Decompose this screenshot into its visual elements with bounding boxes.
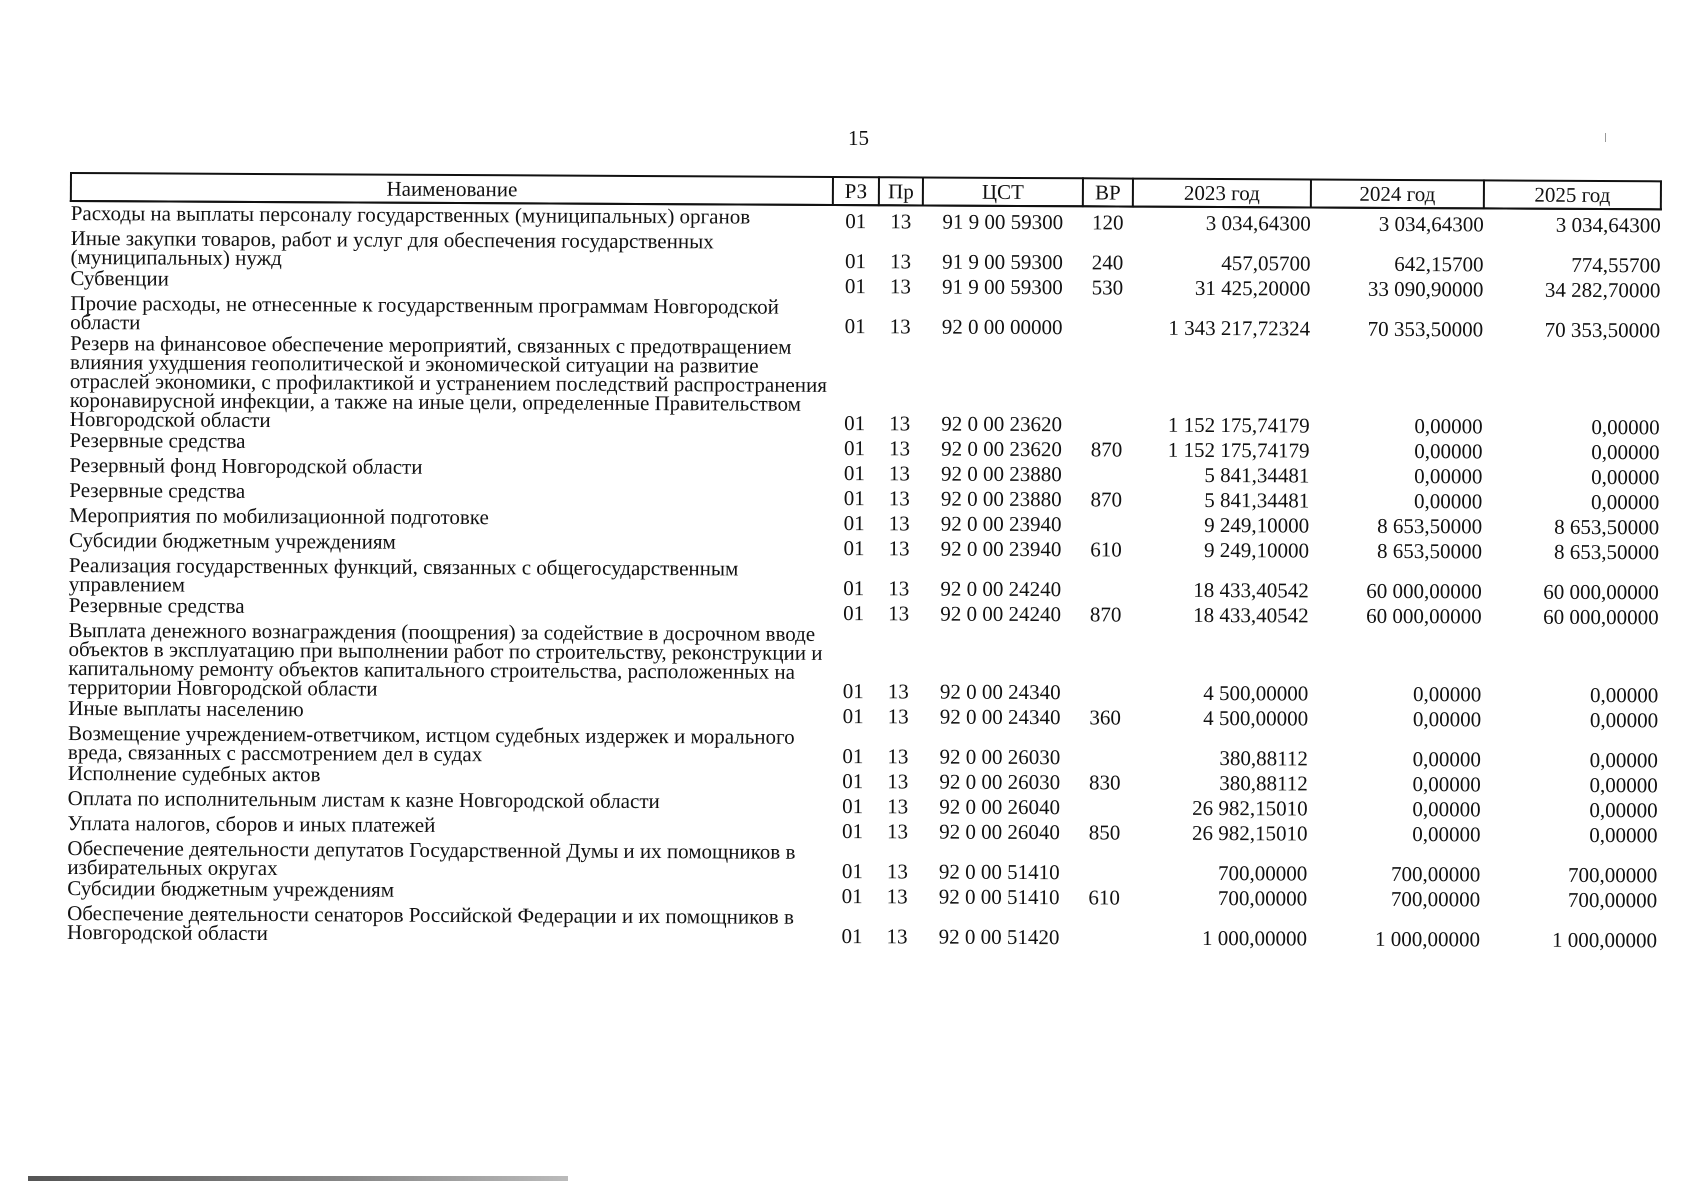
row-2023: 1 000,00000 — [1201, 925, 1308, 951]
row-rz: 01 — [842, 679, 864, 704]
row-vr: 870 — [1090, 487, 1123, 512]
row-2024: 642,15700 — [1394, 251, 1484, 277]
row-pr: 13 — [888, 536, 910, 561]
row-2024: 700,00000 — [1390, 886, 1481, 912]
row-2025: 774,55700 — [1571, 252, 1661, 278]
row-name: Прочие расходы, не отнесенные к государственным программам Новгородской области — [70, 291, 779, 335]
row-pr: 13 — [887, 769, 909, 794]
row-2024: 0,00000 — [1412, 822, 1481, 847]
row-vr: 120 — [1091, 210, 1124, 235]
row-cst: 92 0 00 26030 — [939, 769, 1061, 795]
row-2023: 1 152 175,74179 — [1167, 437, 1310, 463]
row-rz: 01 — [843, 536, 865, 561]
row-vr — [1081, 509, 1131, 534]
row-2024: 60 000,00000 — [1366, 603, 1482, 629]
row-name: Резервные средства — [69, 478, 246, 503]
row-vr: 530 — [1091, 275, 1124, 300]
row-2023: 31 425,20000 — [1194, 275, 1311, 301]
row-vr: 830 — [1089, 770, 1121, 795]
row-name: Реализация государственных функций, связанных с общегосударственным управлением — [68, 553, 739, 597]
row-2025: 700,00000 — [1567, 887, 1658, 913]
row-2025: 0,00000 — [1589, 747, 1659, 773]
row-cst: 92 0 00 23620 — [941, 436, 1062, 462]
row-name: Оплата по исполнительным листам к казне Новгородской области — [67, 785, 660, 814]
header-2024: 2024 год — [1311, 179, 1484, 208]
row-vr: 240 — [1091, 250, 1124, 275]
row-name: Резерв на финансовое обеспечение мероприятий, связанных с предотвращением влияния ухудшения геополитической и экономической ситуации на развитие отраслей экономики, с профилактикой и устранением последствий распространения коронавирусной инфекции, а также на иные цели, определенные Правительством Новгородской области — [69, 331, 827, 433]
row-2025: 8 653,50000 — [1553, 539, 1660, 565]
row-cst: 92 0 00 23620 — [941, 411, 1063, 437]
row-vr: 610 — [1090, 537, 1122, 562]
row-pr: 13 — [888, 601, 910, 626]
row-2025: 60 000,00000 — [1543, 604, 1659, 630]
row-2023: 5 841,34481 — [1204, 487, 1310, 513]
row-2024: 8 653,50000 — [1376, 538, 1483, 564]
row-rz: 01 — [843, 576, 865, 601]
row-2023: 380,88112 — [1219, 771, 1308, 796]
row-cst: 92 0 00 00000 — [941, 314, 1063, 340]
row-rz: 01 — [842, 769, 864, 794]
row-rz: 01 — [843, 461, 865, 486]
row-cst: 92 0 00 51420 — [938, 924, 1060, 950]
row-2023: 4 500,00000 — [1203, 705, 1309, 731]
row-cst: 92 0 00 24240 — [940, 576, 1062, 602]
row-vr: 610 — [1088, 885, 1121, 910]
table-row — [68, 619, 1658, 705]
row-rz: 01 — [844, 249, 867, 274]
row-2025: 0,00000 — [1591, 439, 1660, 465]
row-name: Исполнение судебных актов — [67, 760, 321, 787]
scan-speck — [1605, 133, 1606, 142]
row-vr — [1082, 297, 1132, 337]
row-pr: 13 — [886, 819, 909, 844]
row-pr: 13 — [888, 461, 910, 486]
row-2024: 0,00000 — [1412, 772, 1481, 797]
row-rz: 01 — [844, 274, 866, 299]
row-2024: 3 034,64300 — [1378, 211, 1484, 237]
row-name: Уплата налогов, сборов и иных платежей — [67, 810, 436, 837]
row-rz: 01 — [844, 436, 866, 461]
row-pr: 13 — [888, 486, 910, 511]
table-row — [70, 332, 1660, 437]
row-rz: 01 — [842, 744, 864, 769]
row-2025: 0,00000 — [1589, 797, 1658, 823]
row-2024: 0,00000 — [1414, 464, 1483, 489]
row-rz: 01 — [842, 794, 864, 819]
row-pr: 13 — [889, 436, 911, 461]
row-2025: 700,00000 — [1568, 862, 1658, 888]
row-name: Расходы на выплаты персоналу государственных (муниципальных) органов — [70, 201, 751, 229]
row-cst: 92 0 00 26040 — [939, 819, 1060, 845]
row-rz: 01 — [844, 411, 866, 436]
row-2024: 8 653,50000 — [1377, 513, 1483, 539]
row-name: Иные выплаты населению — [68, 695, 304, 722]
row-pr: 13 — [888, 576, 910, 601]
row-cst: 92 0 00 51410 — [938, 859, 1060, 885]
row-2024: 0,00000 — [1414, 414, 1483, 439]
row-cst: 92 0 00 24340 — [939, 704, 1061, 730]
row-2023: 700,00000 — [1218, 861, 1308, 886]
row-2025: 0,00000 — [1589, 822, 1658, 848]
row-2024: 60 000,00000 — [1366, 578, 1482, 604]
row-vr — [1079, 842, 1129, 882]
row-name: Возмещение учреждением-ответчиком, истцом судебных издержек и морального вреда, связанных с рассмотрением дел в судах — [67, 720, 795, 767]
row-vr — [1080, 624, 1130, 702]
row-2025: 34 282,70000 — [1544, 277, 1661, 303]
row-2025: 60 000,00000 — [1543, 579, 1659, 605]
row-cst: 92 0 00 26030 — [939, 744, 1061, 770]
row-2023: 9 249,10000 — [1204, 512, 1310, 538]
row-name: Субсидии бюджетным учреждениям — [69, 528, 396, 554]
row-2023: 380,88112 — [1219, 746, 1309, 771]
row-cst: 92 0 00 24240 — [940, 601, 1062, 627]
row-2025: 0,00000 — [1591, 464, 1660, 490]
budget-table — [66, 172, 1662, 953]
row-2023: 700,00000 — [1217, 886, 1308, 911]
header-2023: 2023 год — [1133, 179, 1311, 208]
row-2023: 26 982,15010 — [1192, 795, 1308, 821]
row-2023: 4 500,00000 — [1203, 680, 1309, 706]
row-2023: 18 433,40542 — [1193, 602, 1309, 628]
row-2025: 0,00000 — [1590, 489, 1660, 515]
row-name: Субвенции — [70, 266, 169, 291]
row-2024: 0,00000 — [1412, 797, 1481, 822]
row-rz: 01 — [843, 511, 865, 536]
row-pr: 13 — [889, 314, 911, 339]
row-vr — [1081, 559, 1131, 599]
row-2024: 0,00000 — [1412, 707, 1482, 732]
row-2025: 0,00000 — [1589, 707, 1659, 733]
row-cst: 92 0 00 26040 — [939, 794, 1061, 820]
row-name: Обеспечение деятельности сенаторов Российской Федерации и их помощников в Новгородской области — [66, 900, 794, 946]
row-vr — [1081, 459, 1131, 484]
row-cst: 92 0 00 24340 — [939, 679, 1061, 705]
row-vr — [1082, 337, 1133, 434]
row-name: Субсидии бюджетным учреждениям — [67, 875, 395, 902]
row-pr: 13 — [887, 704, 909, 729]
row-vr: 870 — [1089, 602, 1122, 627]
row-cst: 92 0 00 23940 — [940, 511, 1062, 537]
row-vr: 850 — [1088, 820, 1121, 845]
row-rz: 01 — [841, 819, 864, 844]
header-2025: 2025 год — [1484, 180, 1661, 209]
row-2025: 70 353,50000 — [1544, 317, 1661, 343]
row-rz: 01 — [844, 314, 866, 339]
header-vr: ВР — [1083, 178, 1133, 206]
row-2023: 26 982,15010 — [1191, 820, 1308, 846]
row-pr: 13 — [887, 744, 909, 769]
row-rz: 01 — [843, 601, 865, 626]
row-vr — [1080, 792, 1130, 817]
row-pr: 13 — [886, 924, 908, 949]
row-rz: 01 — [841, 884, 863, 909]
row-cst: 92 0 00 51410 — [938, 884, 1060, 910]
row-2024: 1 000,00000 — [1374, 926, 1481, 952]
row-name: Обеспечение деятельности депутатов Государственной Думы и их помощников в избирательных округах — [67, 835, 796, 881]
row-2025: 0,00000 — [1589, 682, 1659, 708]
row-2024: 700,00000 — [1391, 861, 1481, 887]
row-vr: 870 — [1090, 437, 1123, 462]
row-cst: 91 9 00 59300 — [942, 249, 1063, 275]
row-vr — [1079, 907, 1129, 947]
row-pr: 13 — [886, 884, 908, 909]
page-number: 15 — [848, 126, 869, 150]
row-2025: 1 000,00000 — [1551, 927, 1658, 953]
row-pr: 13 — [889, 249, 912, 274]
row-2024: 33 090,90000 — [1367, 276, 1484, 302]
row-rz: 01 — [841, 924, 863, 949]
row-rz: 01 — [842, 704, 864, 729]
row-2025: 0,00000 — [1589, 772, 1658, 798]
row-2025: 8 653,50000 — [1554, 514, 1660, 540]
row-pr: 13 — [889, 274, 911, 299]
row-name: Резервный фонд Новгородской области — [69, 453, 423, 479]
row-2024: 0,00000 — [1413, 489, 1483, 514]
row-cst: 92 0 00 23940 — [940, 536, 1062, 562]
row-2023: 5 841,34481 — [1204, 462, 1310, 488]
row-rz: 01 — [845, 209, 867, 234]
row-2025: 3 034,64300 — [1555, 212, 1661, 238]
scan-artifact-line — [28, 1176, 568, 1181]
header-cst: ЦСТ — [923, 177, 1083, 206]
row-name: Выплата денежного вознаграждения (поощрения) за содействие в досрочном вводе объектов в эксплуатацию при выполнении работ по строительству, реконструкции и капитальному ремонту объектов капитального строительства, расположенных на территории Новгородской области — [68, 617, 823, 701]
row-2024: 0,00000 — [1414, 439, 1483, 464]
row-2023: 457,05700 — [1221, 251, 1311, 276]
row-pr: 13 — [887, 794, 909, 819]
row-pr: 13 — [886, 859, 908, 884]
row-2023: 3 034,64300 — [1205, 210, 1311, 236]
row-cst: 92 0 00 23880 — [940, 486, 1062, 512]
header-rz: РЗ — [833, 177, 879, 205]
row-cst: 91 9 00 59300 — [941, 274, 1063, 300]
row-vr: 360 — [1089, 705, 1121, 730]
row-2024: 70 353,50000 — [1367, 316, 1484, 342]
row-name: Иные закупки товаров, работ и услуг для обеспечения государственных (муниципальных) нужд — [70, 226, 714, 271]
row-2023: 18 433,40542 — [1193, 577, 1309, 603]
row-cst: 91 9 00 59300 — [942, 209, 1064, 235]
row-name: Резервные средства — [69, 428, 246, 453]
row-2025: 0,00000 — [1591, 414, 1660, 440]
row-pr: 13 — [890, 209, 912, 234]
row-name: Резервные средства — [68, 592, 245, 618]
row-rz: 01 — [841, 859, 863, 884]
row-cst: 92 0 00 23880 — [940, 461, 1062, 487]
row-2024: 0,00000 — [1412, 747, 1482, 772]
row-2024: 0,00000 — [1412, 682, 1482, 707]
row-2023: 9 249,10000 — [1203, 537, 1310, 563]
row-2023: 1 152 175,74179 — [1167, 412, 1310, 438]
row-pr: 13 — [887, 679, 909, 704]
row-pr: 13 — [888, 511, 910, 536]
row-2023: 1 343 217,72324 — [1168, 315, 1311, 341]
row-rz: 01 — [843, 486, 865, 511]
row-name: Мероприятия по мобилизационной подготовке — [69, 503, 489, 530]
row-vr — [1080, 727, 1130, 767]
header-pr: Пр — [879, 177, 923, 205]
header-name: Наименование — [71, 173, 833, 205]
row-pr: 13 — [889, 411, 911, 436]
